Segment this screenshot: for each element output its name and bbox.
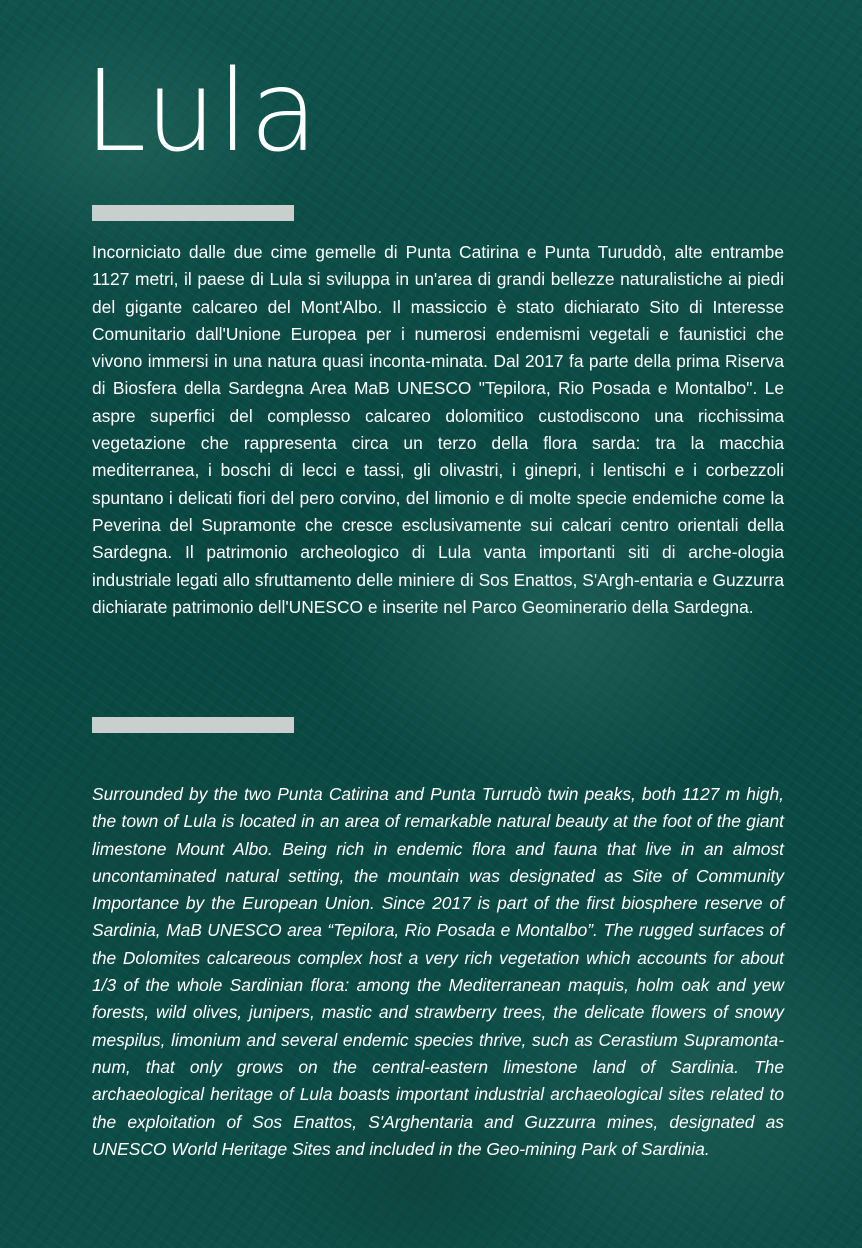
english-description: Surrounded by the two Punta Catirina and Punta Turrudò twin peaks, both 1127 m high, the town of Lula is located in an area of remarkable natural beauty at the foot of the giant limestone Mount Albo. Being rich in endemic flora and fauna that live in an almost uncontaminated natural setting, the mountain was designated as Site of Community Importance by the European Union. Since 2017 is part of the first biosphere reserve of Sardinia, MaB UNESCO area “Tepilora, Rio Posada e Montalbo”. The rugged surfaces of the Dolomites calcareous complex host a very rich vegetation which accounts for about 1/3 of the whole Sardinian flora: among the Mediterranean maquis, holm oak and yew forests, wild olives, junipers, mastic and strawberry trees, the delicate flowers of snowy mespilus, limonium and several endemic species thrive, such as Cerastium Supramonta-num, that only grows on the central-eastern limestone land of Sardinia. The archaeological heritage of Lula boasts important industrial archaeological sites related to the exploitation of Sos Enattos, S'Arghentaria and Guzzurra mines, designated as UNESCO World Heritage Sites and included in the Geo-mining Park of Sardinia. — [92, 784, 784, 1159]
title-divider — [92, 205, 294, 221]
language-divider — [92, 717, 294, 733]
italian-description: Incorniciato dalle due cime gemelle di Punta Catirina e Punta Turuddò, alte entrambe 1127 metri, il paese di Lula si sviluppa in un'area di grandi bellezze naturalistiche ai piedi del gigante calcareo del Mont'Albo. Il massiccio è stato dichiarato Sito di Interesse Comunitario dall'Unione Europea per i numerosi endemismi vegetali e faunistici che vivono immersi in una natura quasi inconta-minata. Dal 2017 fa parte della prima Riserva di Biosfera della Sardegna Area MaB UNESCO "Tepilora, Rio Posada e Montalbo". Le aspre superfici del complesso calcareo dolomitico custodiscono una ricchissima vegetazione che rappresenta circa un terzo della flora sarda: tra la macchia mediterranea, i boschi di lecci e tassi, gli olivastri, i ginepri, i lentischi e i corbezzoli spuntano i delicati fiori del pero corvino, del limonio e di molte specie endemiche come la Peverina del Supramonte che cresce esclusivamente sui calcari centro orientali della Sardegna. Il patrimonio archeologico di Lula vanta importanti siti di arche-ologia industriale legati allo sfruttamento delle miniere di Sos Enattos, S'Argh-entaria e Guzzurra dichiarate patrimonio dell'UNESCO e inserite nel Parco Geominerario della Sardegna. — [92, 242, 784, 617]
page-title: Lula — [84, 47, 320, 177]
